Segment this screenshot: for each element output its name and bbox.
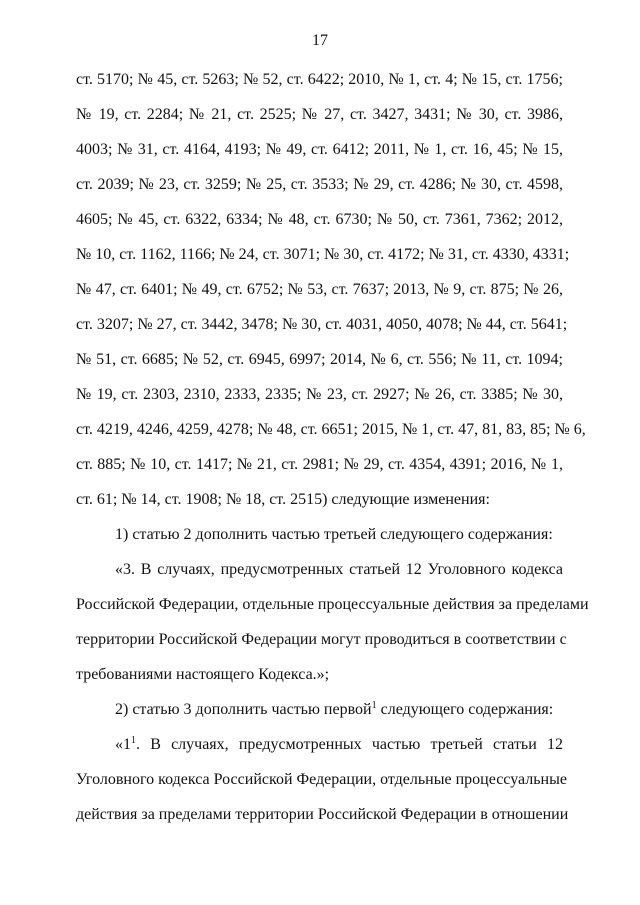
text-line: ст. 885; № 10, ст. 1417; № 21, ст. 2981; № 29, ст. 4354, 4391; 2016, № 1, (76, 456, 563, 473)
text-line: ст. 4219, 4246, 4259, 4278; № 48, ст. 6651; 2015, № 1, ст. 47, 81, 83, 85; № 6, (76, 421, 586, 438)
text-line: № 19, ст. 2284; № 21, ст. 2525; № 27, ст. 3427, 3431; № 30, ст. 3986, (76, 106, 563, 123)
item-1-quote-line: требованиями настоящего Кодекса.»; (76, 666, 330, 683)
text-line: ст. 2039; № 23, ст. 3259; № 25, ст. 3533; № 29, ст. 4286; № 30, ст. 4598, (76, 176, 563, 193)
superscript: 1 (131, 735, 136, 746)
item-2-intro (76, 692, 563, 727)
text-line: № 19, ст. 2303, 2310, 2333, 2335; № 23, ст. 2927; № 26, ст. 3385; № 30, (76, 386, 563, 403)
text-line: ст. 5170; № 45, ст. 5263; № 52, ст. 6422; 2010, № 1, ст. 4; № 15, ст. 1756; (76, 71, 563, 88)
item-2-intro-tail: следующего содержания: (376, 701, 554, 718)
text-line: ст. 3207; № 27, ст. 3442, 3478; № 30, ст. 4031, 4050, 4078; № 44, ст. 5641; (76, 316, 568, 333)
item-2-quote-line: Уголовного кодекса Российской Федерации, отдельные процессуальные (76, 771, 567, 788)
item-2-quote-line: действия за пределами территории Российской Федерации в отношении (76, 806, 569, 823)
item-1-quote-line: территории Российской Федерации могут проводиться в соответствии с (76, 631, 567, 648)
item-1-quote-line: «3. В случаях, предусмотренных статьей 12 Уголовного кодекса (115, 561, 563, 578)
item-2-quote-first-line (76, 727, 563, 762)
text-line: 4003; № 31, ст. 4164, 4193; № 49, ст. 6412; 2011, № 1, ст. 16, 45; № 15, (76, 141, 563, 158)
body-text (76, 62, 589, 832)
text-line: № 47, ст. 6401; № 49, ст. 6752; № 53, ст. 7637; 2013, № 9, ст. 875; № 26, (76, 281, 563, 298)
item-2-intro-text: 2) статью 3 дополнить частью первой (115, 701, 372, 718)
text-line: ст. 61; № 14, ст. 1908; № 18, ст. 2515) следующие изменения: (76, 491, 490, 508)
superscript: 1 (371, 700, 377, 711)
item-1-intro: 1) статью 2 дополнить частью третьей следующего содержания: (115, 526, 553, 543)
text-line: № 10, ст. 1162, 1166; № 24, ст. 3071; № 30, ст. 4172; № 31, ст. 4330, 4331; (76, 246, 570, 263)
text-line: 4605; № 45, ст. 6322, 6334; № 48, ст. 6730; № 50, ст. 7361, 7362; 2012, (76, 211, 563, 228)
page-number: 17 (312, 32, 328, 49)
item-2-quote-rest: . В случаях, предусмотренных частью третьей статьи 12 (136, 736, 563, 753)
item-1-quote-line: Российской Федерации, отдельные процессуальные действия за пределами (76, 596, 589, 613)
text-line: № 51, ст. 6685; № 52, ст. 6945, 6997; 2014, № 6, ст. 556; № 11, ст. 1094; (76, 351, 563, 368)
item-2-quote-prefix: «1 (115, 736, 131, 753)
